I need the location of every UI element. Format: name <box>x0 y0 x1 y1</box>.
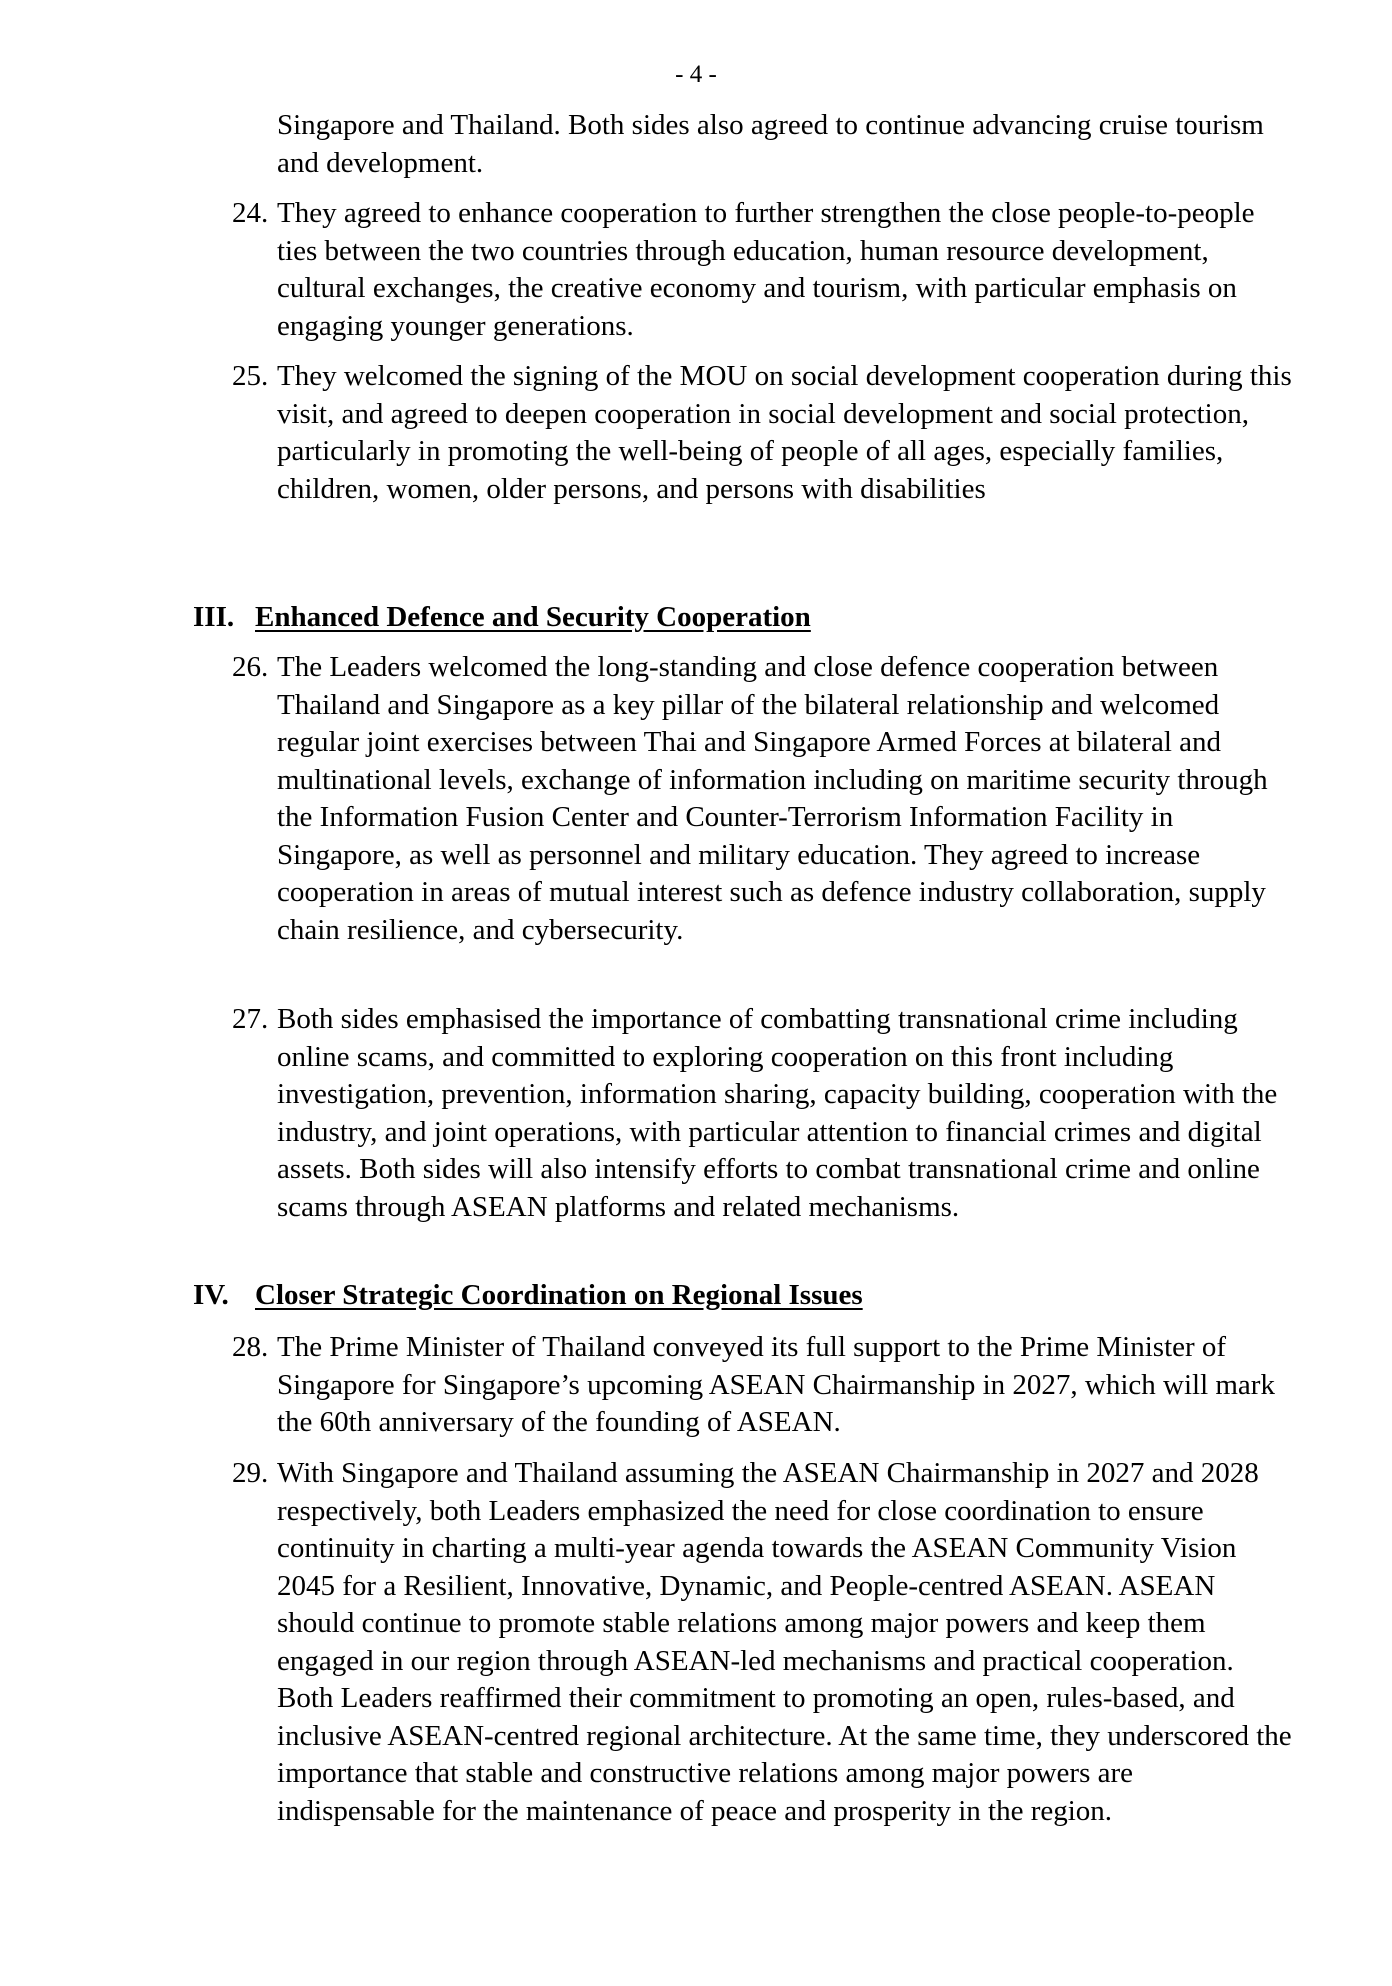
paragraph-text: Both sides emphasised the importance of combatting transnational crime including online scams, and committed to exploring cooperation on this front including investigation, prevention, information sharing, capacity building, cooperation with the industry, and joint operations, with particular attention to financial crimes and digital assets. Both sides will also intensify efforts to combat transnational crime and online scams through ASEAN platforms and related mechanisms. <box>277 1003 1278 1223</box>
paragraph-number: 24. <box>232 197 269 229</box>
section-title: Enhanced Defence and Security Cooperation <box>255 601 811 633</box>
paragraph-24 <box>232 195 1292 345</box>
section-heading-iii <box>193 599 811 636</box>
paragraph-number: 28. <box>232 1331 269 1363</box>
paragraph-25 <box>232 358 1292 508</box>
paragraph-28 <box>232 1329 1292 1442</box>
paragraph-number: 27. <box>232 1003 269 1035</box>
paragraph-number: 26. <box>232 651 269 683</box>
continuation-text: Singapore and Thailand. Both sides also agreed to continue advancing cruise tourism and development. <box>277 109 1264 179</box>
paragraph-27 <box>232 1001 1292 1226</box>
page-number: - 4 - <box>675 61 717 88</box>
paragraph-29 <box>232 1455 1292 1830</box>
section-numeral: IV. <box>193 1279 229 1311</box>
paragraph-number: 25. <box>232 360 269 392</box>
paragraph-text: The Prime Minister of Thailand conveyed its full support to the Prime Minister of Singapore for Singapore’s upcoming ASEAN Chairmanship in 2027, which will mark the 60th anniversary of the founding of ASEAN. <box>277 1331 1275 1438</box>
paragraph-text: They welcomed the signing of the MOU on social development cooperation during this visit, and agreed to deepen cooperation in social development and social protection, particularly in promoting the well-being of people of all ages, especially families, children, women, older persons, and persons with disabilities <box>277 360 1292 505</box>
paragraph-text: They agreed to enhance cooperation to further strengthen the close people-to-people ties between the two countries through education, human resource development, cultural exchanges, the creative economy and tourism, with particular emphasis on engaging younger generations. <box>277 197 1255 342</box>
paragraph-26 <box>232 649 1292 949</box>
paragraph-number: 29. <box>232 1457 269 1489</box>
paragraph-text: With Singapore and Thailand assuming the ASEAN Chairmanship in 2027 and 2028 respectively, both Leaders emphasized the need for close coordination to ensure continuity in charting a multi-year agenda towards the ASEAN Community Vision 2045 for a Resilient, Innovative, Dynamic, and People-centred ASEAN. ASEAN should continue to promote stable relations among major powers and keep them engaged in our region through ASEAN-led mechanisms and practical cooperation. Both Leaders reaffirmed their commitment to promoting an open, rules-based, and inclusive ASEAN-centred regional architecture. At the same time, they underscored the importance that stable and constructive relations among major powers are indispensable for the maintenance of peace and prosperity in the region. <box>277 1457 1292 1827</box>
paragraph-text: The Leaders welcomed the long-standing and close defence cooperation between Thailand and Singapore as a key pillar of the bilateral relationship and welcomed regular joint exercises between Thai and Singapore Armed Forces at bilateral and multinational levels, exchange of information including on maritime security through the Information Fusion Center and Counter-Terrorism Information Facility in Singapore, as well as personnel and military education. They agreed to increase cooperation in areas of mutual interest such as defence industry collaboration, supply chain resilience, and cybersecurity. <box>277 651 1268 946</box>
section-numeral: III. <box>193 601 235 633</box>
section-title: Closer Strategic Coordination on Regional Issues <box>255 1279 863 1311</box>
section-heading-iv <box>193 1277 863 1314</box>
